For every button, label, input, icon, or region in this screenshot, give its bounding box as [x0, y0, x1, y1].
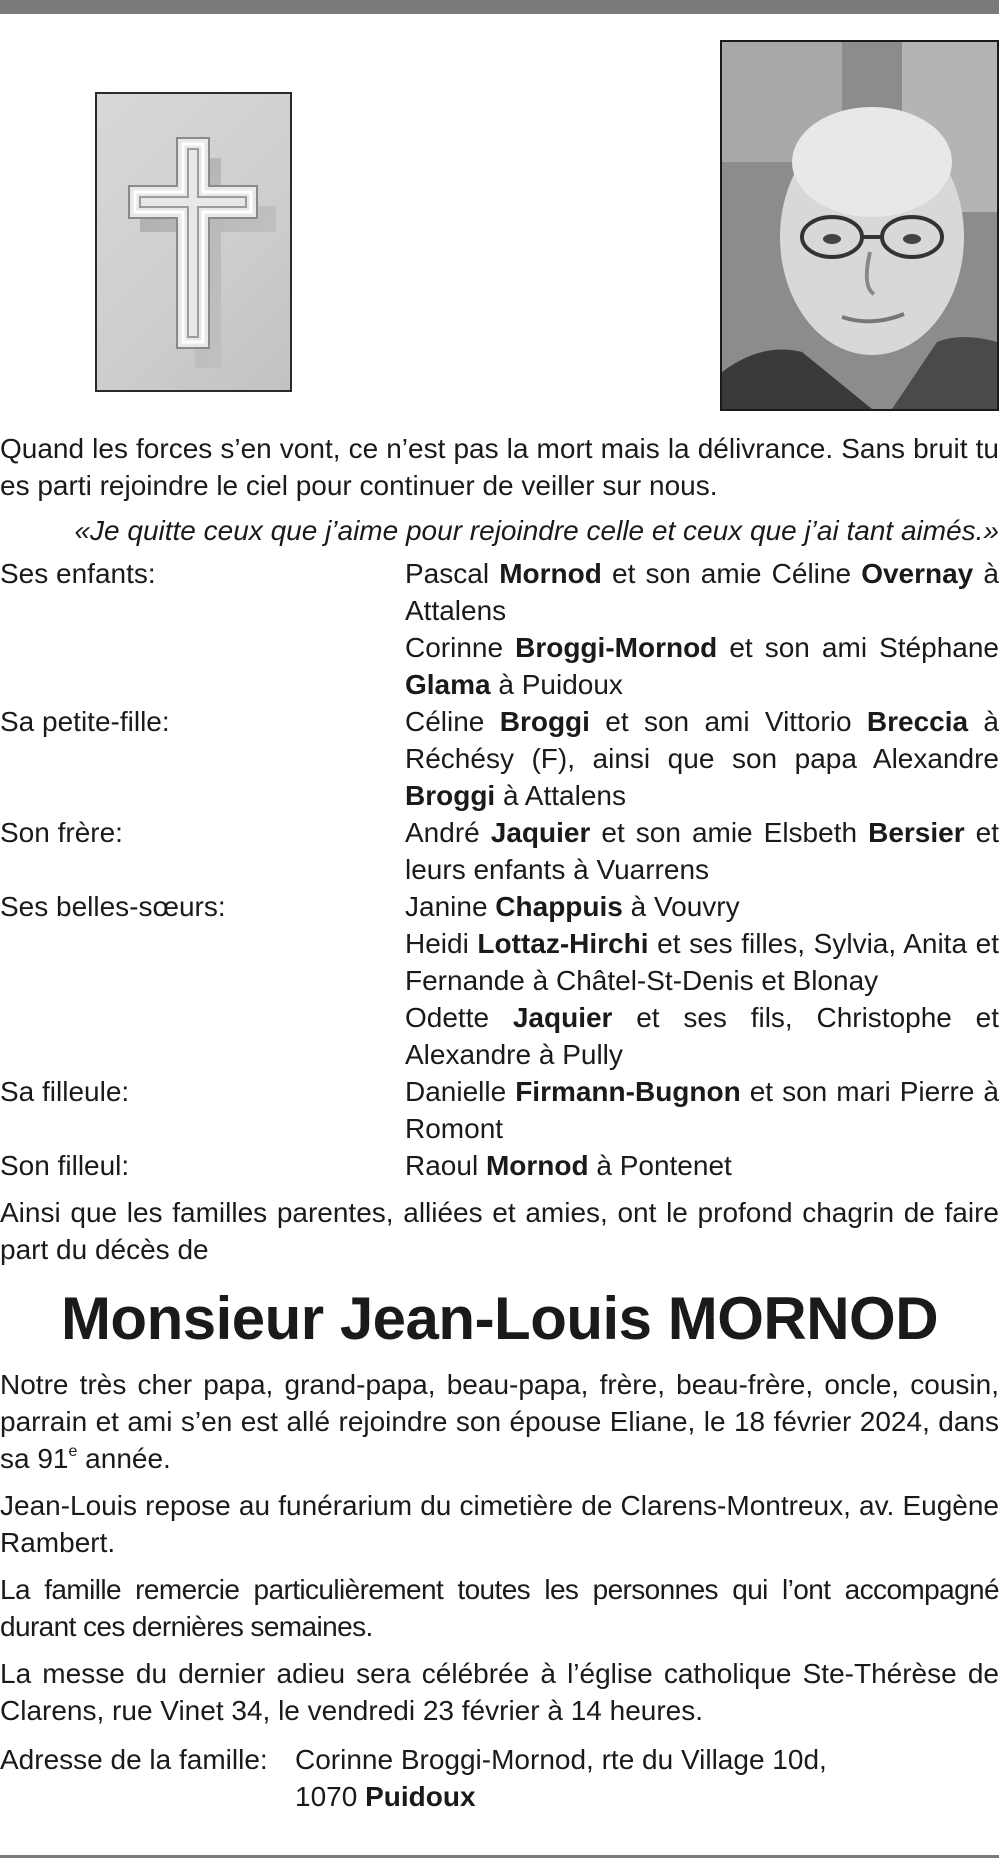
family-surname: Firmann-Bugnon — [515, 1076, 741, 1107]
top-rule — [0, 0, 999, 14]
ordinal-suffix: e — [68, 1443, 78, 1460]
mass-text: La messe du dernier adieu sera célébrée à l’église catholique Ste-Thérèse de Clarens, rue Vinet 34, le vendredi 23 février à 14 heures. — [0, 1658, 999, 1726]
family-group-label: Son filleul: — [0, 1150, 130, 1181]
family-group-entries — [405, 703, 999, 814]
cross-icon — [97, 94, 290, 390]
family-surname: Chappuis — [495, 891, 623, 922]
family-text: et son amie Céline — [601, 558, 862, 589]
family-surname: Jaquier — [490, 817, 591, 848]
family-surname: Glama — [405, 669, 491, 700]
family-group-entries — [405, 1073, 999, 1147]
address-line2 — [295, 1778, 999, 1815]
family-group-entries — [405, 1147, 999, 1184]
family-text: Pascal — [405, 558, 500, 589]
family-text: Odette — [405, 1002, 513, 1033]
family-address — [0, 1741, 999, 1815]
family-surname: Breccia — [866, 706, 969, 737]
family-text: à Pontenet — [588, 1150, 732, 1181]
family-text: à Attalens — [405, 558, 999, 626]
family-text: à Réchésy (F), ainsi que son papa Alexandre — [405, 706, 999, 774]
cross-image — [95, 92, 292, 392]
family-text: et ses filles, Sylvia, Anita et Fernande à Châtel-St-Denis et Blonay — [405, 928, 999, 996]
family-group-label: Sa filleule: — [0, 1076, 130, 1107]
family-member — [405, 925, 999, 999]
family-text: Corinne — [405, 632, 516, 663]
family-text: Heidi — [405, 928, 478, 959]
tribute-text-main: Notre très cher papa, grand-papa, beau-papa, frère, beau-frère, oncle, cousin, parrain et ami s’en est allé rejoindre son épouse Eliane, le 18 février 2024, dans sa 91 — [0, 1369, 999, 1474]
family-surname: Broggi-Mornod — [515, 632, 718, 663]
family-surname: Lottaz-Hirchi — [477, 928, 649, 959]
family-text: et son mari Pierre à Romont — [405, 1076, 999, 1144]
family-group-entries — [405, 814, 999, 888]
deceased-name: Monsieur Jean-Louis MORNOD — [60, 1285, 939, 1352]
family-text: et leurs enfants à Vuarrens — [405, 817, 999, 885]
family-group-label: Ses belles-sœurs: — [0, 891, 226, 922]
family-surname: Bersier — [868, 817, 965, 848]
bottom-rule — [0, 1855, 999, 1858]
address-postcode: 1070 — [295, 1781, 366, 1812]
announcement-text: Ainsi que les familles parentes, alliées et amies, ont le profond chagrin de faire part du décès de — [0, 1197, 999, 1265]
address-label: Adresse de la famille: — [0, 1744, 268, 1775]
family-group-label: Son frère: — [0, 817, 123, 848]
family-surname: Broggi — [499, 706, 590, 737]
family-text: et ses fils, Christophe et Alexandre à Pully — [405, 1002, 999, 1070]
family-text: à Puidoux — [490, 669, 623, 700]
family-member — [405, 1073, 999, 1147]
obituary-content — [0, 430, 999, 1815]
family-member — [405, 629, 999, 703]
quote-text: «Je quitte ceux que j’aime pour rejoindre celle et ceux que j’ai tant aimés.» — [74, 515, 999, 546]
family-surname: Overnay — [861, 558, 974, 589]
family-group-label: Ses enfants: — [0, 558, 156, 589]
family-text: et son amie Elsbeth — [590, 817, 869, 848]
family-text: et son ami Vittorio — [589, 706, 867, 737]
repose-text: Jean-Louis repose au funérarium du cimetière de Clarens-Montreux, av. Eugène Rambert. — [0, 1490, 999, 1558]
family-member — [405, 703, 999, 814]
family-member — [405, 888, 999, 925]
address-line1: Corinne Broggi-Mornod, rte du Village 10d, — [295, 1744, 827, 1775]
family-member — [405, 555, 999, 629]
family-text: à Vouvry — [622, 891, 740, 922]
tribute-text-end: année. — [77, 1443, 171, 1474]
family-member — [405, 1147, 999, 1184]
family-surname: Jaquier — [512, 1002, 613, 1033]
portrait-illustration — [722, 42, 997, 409]
family-text: à Attalens — [495, 780, 626, 811]
family-group-label: Sa petite-fille: — [0, 706, 170, 737]
family-surname: Mornod — [499, 558, 602, 589]
family-text: Janine — [405, 891, 496, 922]
family-text: Danielle — [405, 1076, 516, 1107]
family-text: Raoul — [405, 1150, 486, 1181]
family-group-entries — [405, 555, 999, 703]
thanks-text: La famille remercie particulièrement toutes les personnes qui l’ont accompagné durant ces dernières semaines. — [0, 1574, 999, 1642]
family-surname: Mornod — [485, 1150, 589, 1181]
family-member — [405, 999, 999, 1073]
family-group-entries — [405, 888, 999, 1073]
family-text: et son ami Stéphane — [717, 632, 999, 663]
intro-text: Quand les forces s’en vont, ce n’est pas la mort mais la délivrance. Sans bruit tu es parti rejoindre le ciel pour continuer de veiller sur nous. — [0, 433, 999, 501]
family-text: André — [405, 817, 491, 848]
address-town: Puidoux — [365, 1781, 476, 1812]
family-text: Céline — [405, 706, 500, 737]
family-member — [405, 814, 999, 888]
portrait-photo — [720, 40, 999, 411]
family-surname: Broggi — [405, 780, 496, 811]
tribute-text — [0, 1366, 999, 1477]
family-list — [0, 555, 999, 1184]
